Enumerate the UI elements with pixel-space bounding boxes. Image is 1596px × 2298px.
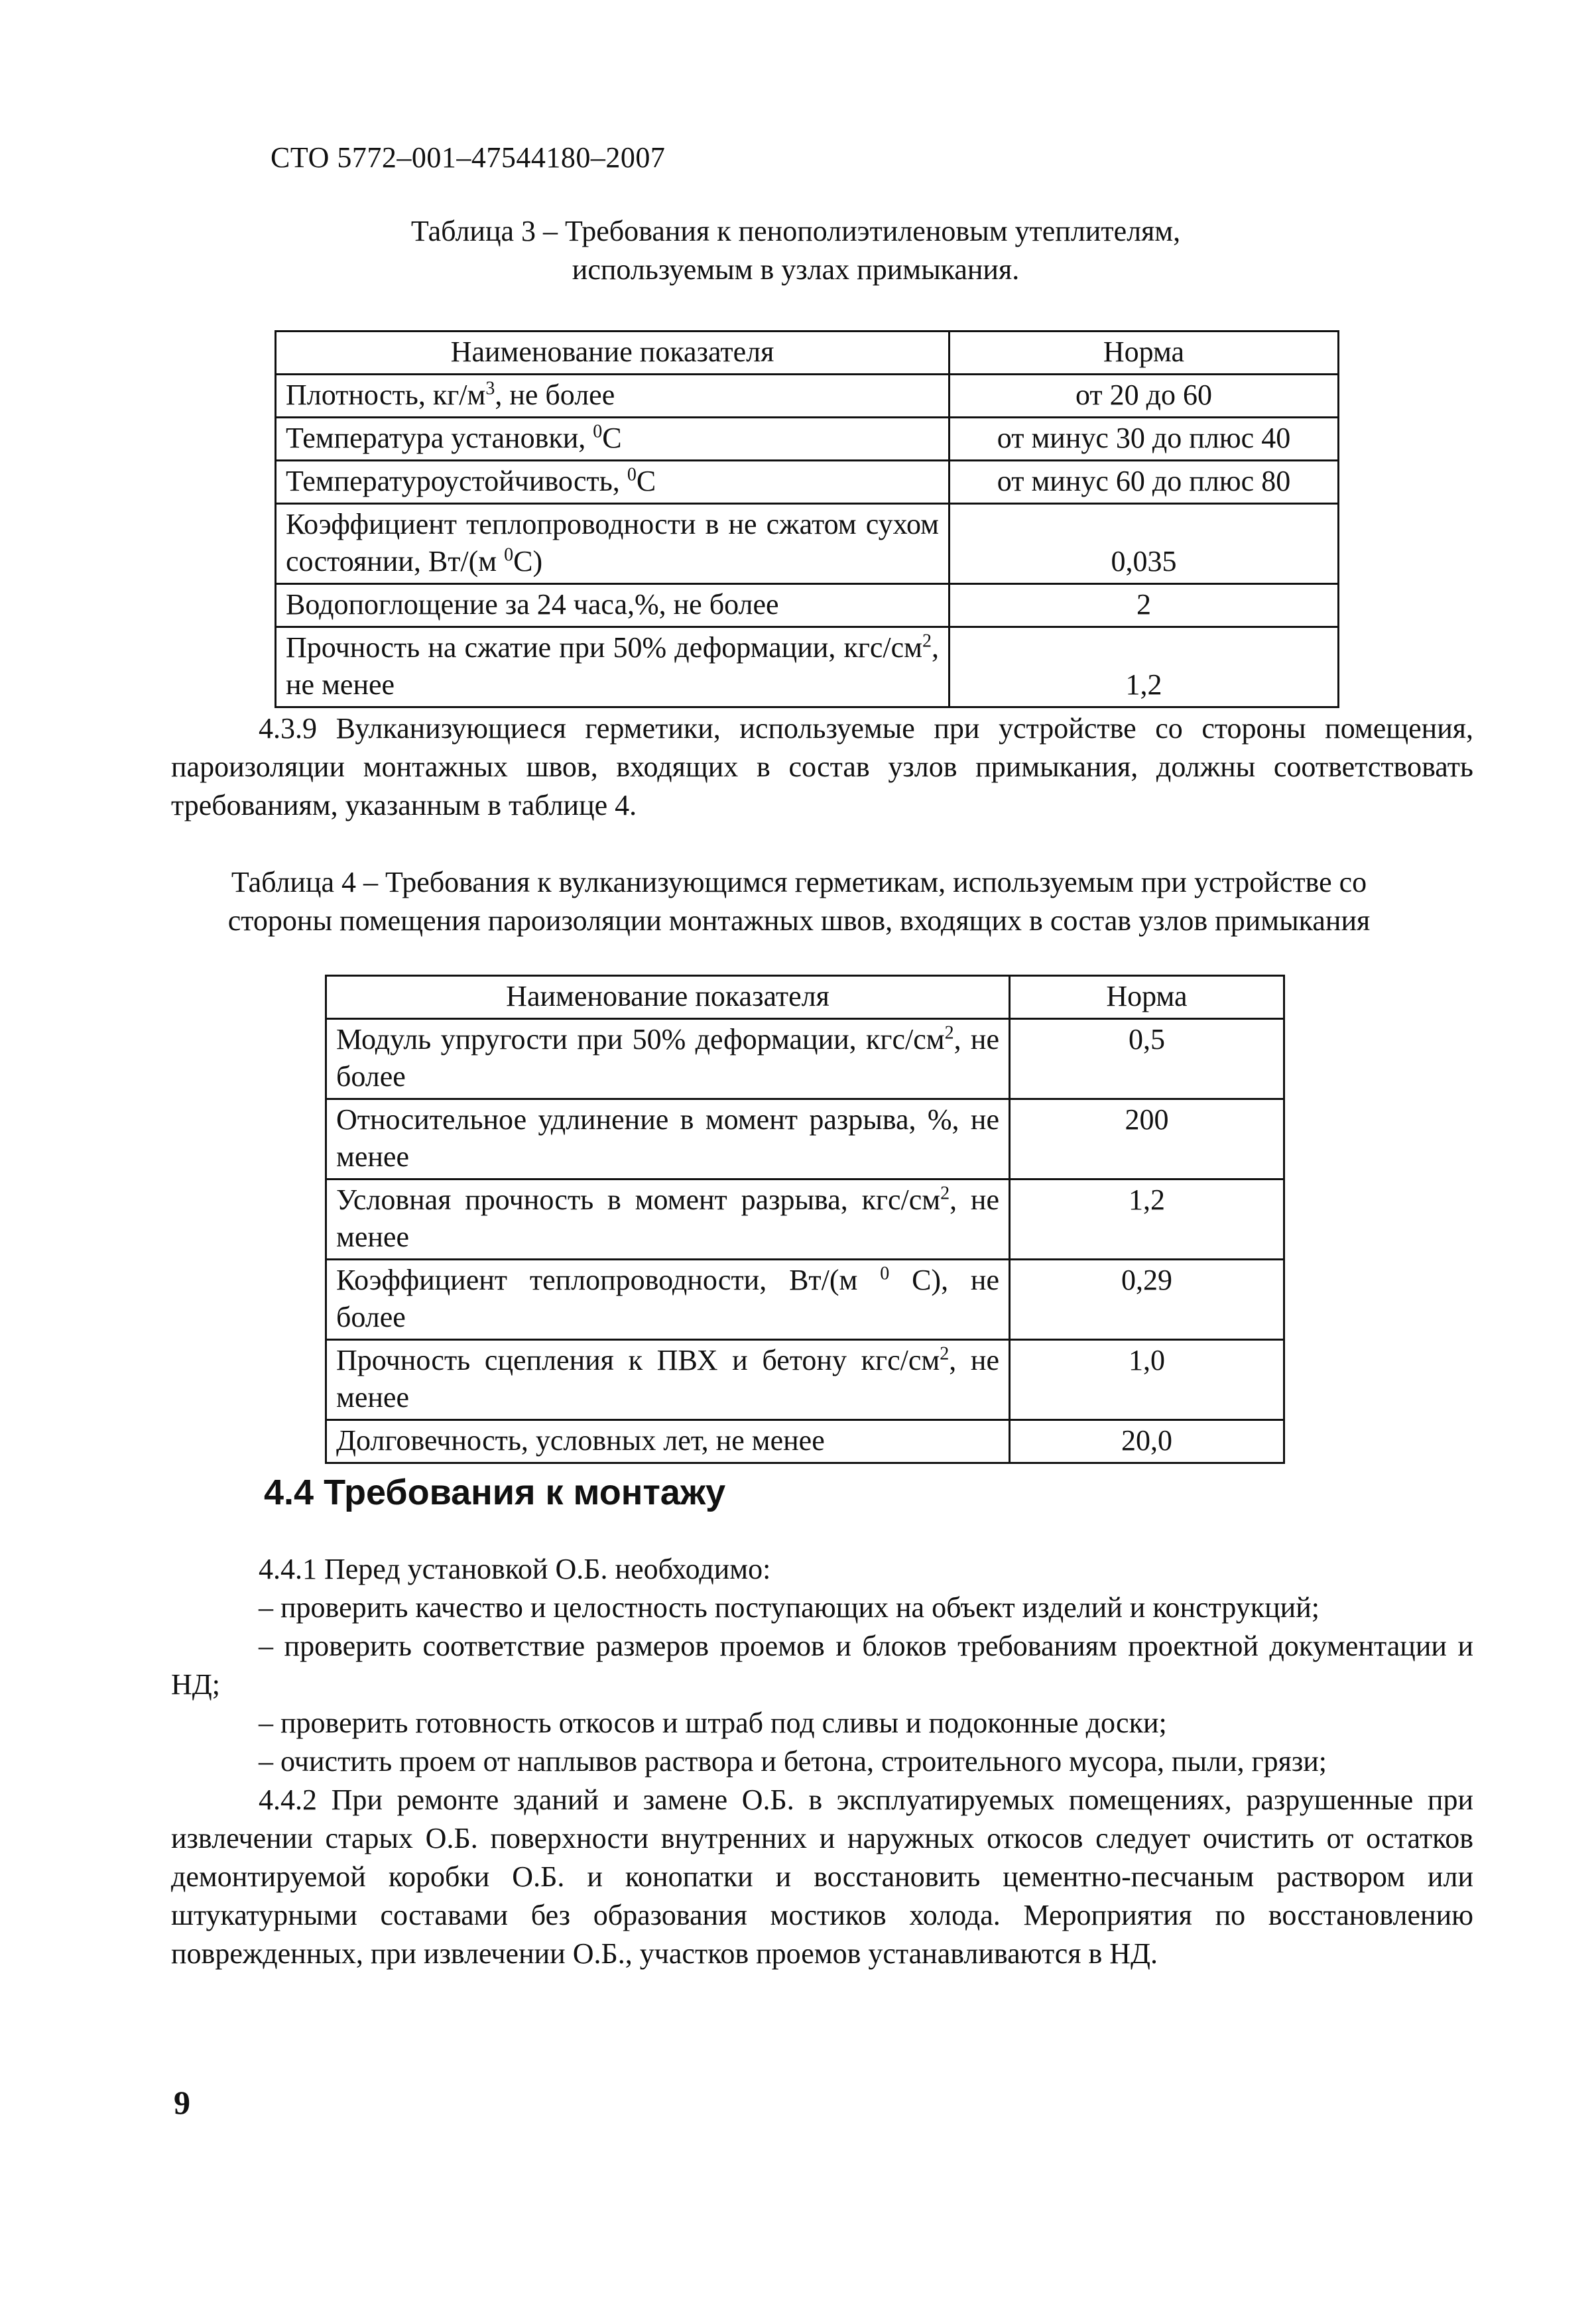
table-cell-name: Долговечность, условных лет, не менее xyxy=(326,1420,1010,1463)
table4-col-norm: Норма xyxy=(1010,976,1284,1019)
table4-header-row xyxy=(326,976,1284,1019)
table-cell-name: Прочность на сжатие при 50% деформации, кгс/$см^2$, не менее xyxy=(276,627,950,707)
table-cell-name: Модуль упругости при 50% деформации, кгс/$см^2$, не более xyxy=(326,1019,1010,1099)
table-row xyxy=(276,375,1339,418)
table4-caption-line2: стороны помещения пароизоляции монтажных швов, входящих в состав узлов примыкания xyxy=(227,904,1371,937)
list-item: – проверить качество и целостность поступающих на объект изделий и конструкций; xyxy=(259,1591,1320,1624)
table-cell-name: Прочность сцепления к ПВХ и бетону кгс/$см^2$, не менее xyxy=(326,1340,1010,1420)
list-item: – проверить готовность откосов и штраб под сливы и подоконные доски; xyxy=(259,1707,1167,1739)
section-4-4-body xyxy=(171,1550,1473,1973)
table-cell-value: 1,0 xyxy=(1010,1340,1284,1420)
table4-caption xyxy=(133,863,1465,940)
table-row xyxy=(276,627,1339,707)
table-cell-name: Плотность, $кг/м^3$, не более xyxy=(276,375,950,418)
table-row xyxy=(326,1099,1284,1179)
table-cell-value: 0,29 xyxy=(1010,1260,1284,1340)
table-cell-name: Температура установки, $^0$С xyxy=(276,418,950,461)
table-cell-name: Условная прочность в момент разрыва, кгс/$см^2$, не менее xyxy=(326,1179,1010,1260)
paragraph-4-4-2: 4.4.2 При ремонте зданий и замене О.Б. в эксплуатируемых помещениях, разрушенные при извлечении старых О.Б. поверхности внутренних и наружных откосов следует очистить от остатков демонтируемой коробки О.Б. и конопатки и восстановить цементно-песчаным раствором или штукатурными составами без образования мостиков холода. Мероприятия по восстановлению поврежденных, при извлечении О.Б., участков проемов устанавливаются в НД. xyxy=(171,1784,1473,1970)
table3-caption-line1: Таблица 3 – Требования к пенополиэтиленовым утеплителям, xyxy=(410,215,1181,247)
table-cell-value: 0,035 xyxy=(950,504,1339,584)
table-cell-name: Относительное удлинение в момент разрыва, %, не менее xyxy=(326,1099,1010,1179)
document-code: СТО 5772–001–47544180–2007 xyxy=(271,141,666,174)
table-cell-value: от 20 до 60 xyxy=(950,375,1339,418)
table-row xyxy=(276,584,1339,627)
table4 xyxy=(325,975,1285,1464)
table-cell-value: от минус 30 до плюс 40 xyxy=(950,418,1339,461)
table-cell-value: от минус 60 до плюс 80 xyxy=(950,461,1339,504)
table-cell-value: 200 xyxy=(1010,1099,1284,1179)
table-row xyxy=(276,504,1339,584)
table-cell-value: 2 xyxy=(950,584,1339,627)
table-cell-value: 1,2 xyxy=(950,627,1339,707)
table3-col-norm: Норма xyxy=(950,332,1339,375)
table-cell-name: Коэффициент теплопроводности в не сжатом сухом состоянии, Вт/(м $^0$С) xyxy=(276,504,950,584)
table-cell-name: Температуроустойчивость, $^0$С xyxy=(276,461,950,504)
paragraph-4-3-9: 4.3.9 Вулканизующиеся герметики, используемые при устройстве со стороны помещения, пароизоляции монтажных швов, входящих в состав узлов примыкания, должны соответствовать требованиям, указанным в таблице 4. xyxy=(171,712,1473,821)
list-item: – проверить соответствие размеров проемов и блоков требованиям проектной документации и НД; xyxy=(171,1630,1473,1701)
paragraph-4-4-1: 4.4.1 Перед установкой О.Б. необходимо: xyxy=(259,1553,771,1585)
table3-caption-line2: используемым в узлах примыкания. xyxy=(572,253,1020,286)
table-row xyxy=(326,1019,1284,1099)
table3-header-row xyxy=(276,332,1339,375)
table-cell-name: Коэффициент теплопроводности, Вт/(м $^0$ С), не более xyxy=(326,1260,1010,1340)
list-item: – очистить проем от наплывов раствора и бетона, строительного мусора, пыли, грязи; xyxy=(259,1745,1327,1778)
table-row xyxy=(326,1260,1284,1340)
table-row xyxy=(326,1340,1284,1420)
table4-col-name: Наименование показателя xyxy=(326,976,1010,1019)
section-heading-4-4: 4.4 Требования к монтажу xyxy=(264,1473,726,1512)
table-row xyxy=(276,418,1339,461)
table-cell-name: Водопоглощение за 24 часа,%, не более xyxy=(276,584,950,627)
table3-caption xyxy=(265,212,1326,289)
table-cell-value: 20,0 xyxy=(1010,1420,1284,1463)
table3 xyxy=(275,330,1339,708)
table-cell-value: 1,2 xyxy=(1010,1179,1284,1260)
table-row xyxy=(326,1179,1284,1260)
table-row xyxy=(326,1420,1284,1463)
table-cell-value: 0,5 xyxy=(1010,1019,1284,1099)
page-number: 9 xyxy=(174,2084,190,2121)
table3-col-name: Наименование показателя xyxy=(276,332,950,375)
table-row xyxy=(276,461,1339,504)
table4-caption-line1: Таблица 4 – Требования к вулканизующимся герметикам, используемым при устройстве со xyxy=(231,866,1367,898)
